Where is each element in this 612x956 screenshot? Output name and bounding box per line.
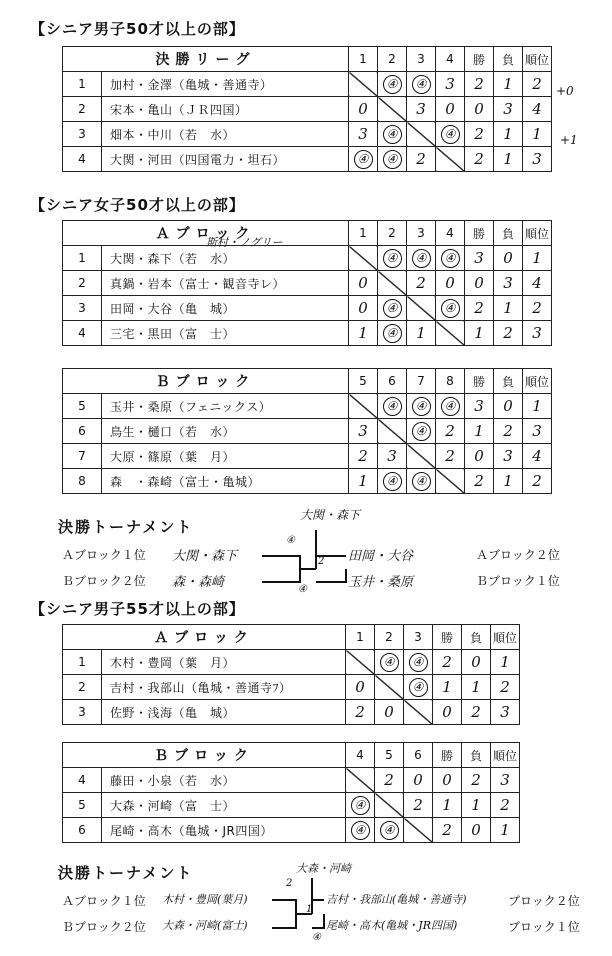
header-cell: 負 [494,221,523,246]
rank-cell: 3 [523,419,552,444]
score-cell: 1 [349,469,378,494]
section-title-men50: 【シニア男子50才以上の部】 [30,20,245,38]
losses-cell: 3 [494,97,523,122]
side-mark: +1 [560,133,578,147]
player-pair: 加村・金澤（亀城・善通寺） [102,72,349,97]
losses-cell: 1 [462,793,491,818]
player-pair: 真鍋・岩本（富士・観音寺レ） [102,271,349,296]
score-cell: ④ [441,397,460,416]
wins-cell: 0 [465,97,494,122]
score-cell: 0 [375,700,404,725]
header-cell: 1 [349,47,378,72]
losses-cell: 1 [494,147,523,172]
score-cell: ④ [383,397,402,416]
row-number: 2 [63,271,102,296]
score-cell: 2 [346,700,375,725]
bracket-right-bottom-name: 玉井・桑原 [348,575,414,590]
block-name: Ｂブロック [63,743,346,768]
score-cell: ④ [354,150,373,169]
header-cell: 4 [346,743,375,768]
score-cell: 2 [436,444,465,469]
score-cell: 0 [404,768,433,793]
score-cell: 0 [436,97,465,122]
score-cell: ④ [383,125,402,144]
rank-cell: 1 [523,246,552,271]
header-cell: 6 [404,743,433,768]
section-title-men55: 【シニア男子55才以上の部】 [30,600,245,618]
row-number: 6 [63,419,102,444]
losses-cell: 3 [494,271,523,296]
bracket-score-top: 2 [286,878,293,889]
header-cell: 負 [462,743,491,768]
score-cell: ④ [441,249,460,268]
row-number: 1 [63,650,102,675]
bracket-right-top-label: ブロック２位 [508,894,580,908]
score-cell: 0 [349,271,378,296]
score-cell: ④ [383,472,402,491]
header-cell: 順位 [523,369,552,394]
block-name: Ｂブロック [63,369,349,394]
player-pair: 三宅・黒田（富 士） [102,321,349,346]
losses-cell: 0 [494,246,523,271]
header-cell: 勝 [433,625,462,650]
losses-cell: 0 [494,394,523,419]
row-number: 2 [63,97,102,122]
score-cell: 1 [407,321,436,346]
score-cell: ④ [383,299,402,318]
header-cell: 負 [462,625,491,650]
score-cell: ④ [412,249,431,268]
header-cell: 8 [436,369,465,394]
losses-cell: 1 [494,469,523,494]
losses-cell: 3 [494,444,523,469]
bracket-right-bottom-name: 尾崎・高木(亀城・JR四国) [326,919,458,932]
row-number: 3 [63,700,102,725]
player-pair: 大関・河田（四国電力・坦石） [102,147,349,172]
row-number: 2 [63,675,102,700]
tournament-label: 決勝トーナメント [58,864,194,882]
score-cell: ④ [351,821,370,840]
wins-cell: 2 [465,72,494,97]
row-number: 1 [63,72,102,97]
header-cell: 3 [407,221,436,246]
score-cell: ④ [380,821,399,840]
bracket-left-top-name: 木村・豊岡(葉月) [162,893,248,906]
player-pair: 森 ・森崎（富士・亀城） [102,469,349,494]
wins-cell: 2 [465,122,494,147]
row-number: 1 [63,246,102,271]
bracket-right-top-name: 吉村・我部山(亀城・善通寺) [326,893,467,906]
score-cell: 2 [349,444,378,469]
bracket-left-bottom-name: 大森・河崎(富士) [162,919,248,932]
player-pair: 尾崎・高木（亀城・JR四国） [102,818,346,843]
side-mark: +0 [556,84,574,98]
score-cell: 3 [349,419,378,444]
rank-cell: 3 [523,147,552,172]
score-cell: ④ [441,125,460,144]
tournament-winner-note: 大森・河崎 [296,862,351,875]
bracket-score-top: ④ [286,535,295,546]
player-pair: 田岡・大谷（亀 城） [102,296,349,321]
score-cell: 3 [349,122,378,147]
losses-cell: 1 [462,675,491,700]
bracket-right-top-name: 田岡・大谷 [348,549,414,564]
row-number: 4 [63,321,102,346]
header-cell: 勝 [465,47,494,72]
score-cell: ④ [383,75,402,94]
header-cell: 2 [378,221,407,246]
bracket-left-bottom-label: Ｂブロック２位 [62,574,146,588]
rank-cell: 2 [491,675,520,700]
score-cell: ④ [412,397,431,416]
header-cell: 5 [349,369,378,394]
player-pair: 吉村・我部山（亀城・善通寺ﾌ） [102,675,346,700]
wins-cell: 3 [465,246,494,271]
tournament-label: 決勝トーナメント [58,518,194,536]
header-cell: 2 [378,47,407,72]
wins-cell: 0 [465,444,494,469]
rank-cell: 4 [523,97,552,122]
player-pair: 大関・森下（若 水） [102,246,349,271]
score-cell: 3 [378,444,407,469]
bracket-score-mid: 1 [306,904,313,915]
score-cell: 2 [404,793,433,818]
score-cell: 2 [436,419,465,444]
block-name: Ａブロック [63,625,346,650]
wins-cell: 2 [465,147,494,172]
player-pair: 鳥生・樋口（若 水） [102,419,349,444]
wins-cell: 2 [465,469,494,494]
losses-cell: 2 [462,700,491,725]
row-number: 8 [63,469,102,494]
header-cell: 勝 [465,369,494,394]
score-cell: 1 [349,321,378,346]
score-cell: ④ [441,299,460,318]
rank-cell: 4 [523,444,552,469]
rank-cell: 3 [523,321,552,346]
block-name: Ａブロック [63,221,349,246]
losses-cell: 0 [462,650,491,675]
player-pair: 大森・河崎（富 士） [102,793,346,818]
handwritten-note: 斯村・ノグリー [206,236,283,249]
row-number: 3 [63,122,102,147]
score-cell: ④ [380,653,399,672]
bracket-left-bottom-label: Ｂブロック２位 [62,920,146,934]
score-cell: 0 [349,97,378,122]
score-cell: 0 [346,675,375,700]
losses-cell: 2 [462,768,491,793]
header-cell: 4 [436,47,465,72]
score-cell: ④ [383,150,402,169]
bracket-score-mid: 2 [318,556,325,567]
score-cell: 3 [436,72,465,97]
wins-cell: 1 [433,675,462,700]
header-cell: 負 [494,369,523,394]
score-cell: ④ [412,75,431,94]
losses-cell: 1 [494,296,523,321]
header-cell: 勝 [465,221,494,246]
bracket-right-bottom-label: ブロック１位 [508,920,580,934]
rank-cell: 1 [523,394,552,419]
rank-cell: 1 [491,650,520,675]
bracket-left-top-name: 大関・森下 [172,549,238,564]
rank-cell: 1 [523,122,552,147]
wins-cell: 3 [465,394,494,419]
losses-cell: 2 [494,321,523,346]
score-cell: ④ [383,249,402,268]
header-cell: 3 [407,47,436,72]
rank-cell: 2 [523,296,552,321]
score-cell: 3 [407,97,436,122]
losses-cell: 0 [462,818,491,843]
player-pair: 大原・篠原（葉 月） [102,444,349,469]
losses-cell: 1 [494,122,523,147]
tournament-winner-note: 大関・森下 [300,508,361,522]
header-cell: 7 [407,369,436,394]
score-cell: 2 [375,768,404,793]
header-cell: 1 [349,221,378,246]
rank-cell: 1 [491,818,520,843]
wins-cell: 2 [433,650,462,675]
player-pair: 藤田・小泉（若 水） [102,768,346,793]
header-cell: 6 [378,369,407,394]
header-cell: 順位 [491,625,520,650]
header-cell: 順位 [523,47,552,72]
score-cell: ④ [409,678,428,697]
losses-cell: 2 [494,419,523,444]
row-number: 7 [63,444,102,469]
block-name: 決勝リーグ [63,47,349,72]
rank-cell: 3 [491,700,520,725]
score-cell: ④ [383,324,402,343]
header-cell: 順位 [523,221,552,246]
bracket-right-bottom-label: Ｂブロック１位 [476,574,560,588]
player-pair: 木村・豊岡（葉 月） [102,650,346,675]
rank-cell: 2 [491,793,520,818]
bracket-score-bottom: ④ [298,584,307,595]
wins-cell: 0 [465,271,494,296]
row-number: 3 [63,296,102,321]
section-title-women50: 【シニア女子50才以上の部】 [30,196,245,214]
rank-cell: 2 [523,72,552,97]
bracket-left-bottom-name: 森・森崎 [172,575,225,590]
rank-cell: 3 [491,768,520,793]
player-pair: 玉井・桑原（フェニックス） [102,394,349,419]
score-cell: 0 [436,271,465,296]
wins-cell: 0 [433,768,462,793]
header-cell: 順位 [491,743,520,768]
header-cell: 2 [375,625,404,650]
wins-cell: 1 [465,321,494,346]
row-number: 4 [63,147,102,172]
header-cell: 1 [346,625,375,650]
bracket-left-top-label: Ａブロック１位 [62,894,146,908]
score-cell: 0 [349,296,378,321]
row-number: 4 [63,768,102,793]
header-cell: 3 [404,625,433,650]
losses-cell: 1 [494,72,523,97]
wins-cell: 1 [465,419,494,444]
score-cell: ④ [412,472,431,491]
score-cell: 2 [407,147,436,172]
header-cell: 負 [494,47,523,72]
player-pair: 畑本・中川（若 水） [102,122,349,147]
player-pair: 佐野・浅海（亀 城） [102,700,346,725]
wins-cell: 1 [433,793,462,818]
rank-cell: 2 [523,469,552,494]
row-number: 5 [63,394,102,419]
score-cell: 2 [407,271,436,296]
bracket-right-top-label: Ａブロック２位 [476,548,560,562]
row-number: 5 [63,793,102,818]
bracket-score-bottom: ④ [312,932,321,943]
row-number: 6 [63,818,102,843]
wins-cell: 2 [433,818,462,843]
score-cell: ④ [412,422,431,441]
wins-cell: 2 [465,296,494,321]
player-pair: 宋本・亀山（ＪＲ四国） [102,97,349,122]
score-cell: ④ [409,653,428,672]
header-cell: 勝 [433,743,462,768]
wins-cell: 0 [433,700,462,725]
score-cell: ④ [351,796,370,815]
rank-cell: 4 [523,271,552,296]
header-cell: 4 [436,221,465,246]
bracket-left-top-label: Ａブロック１位 [62,548,146,562]
header-cell: 5 [375,743,404,768]
